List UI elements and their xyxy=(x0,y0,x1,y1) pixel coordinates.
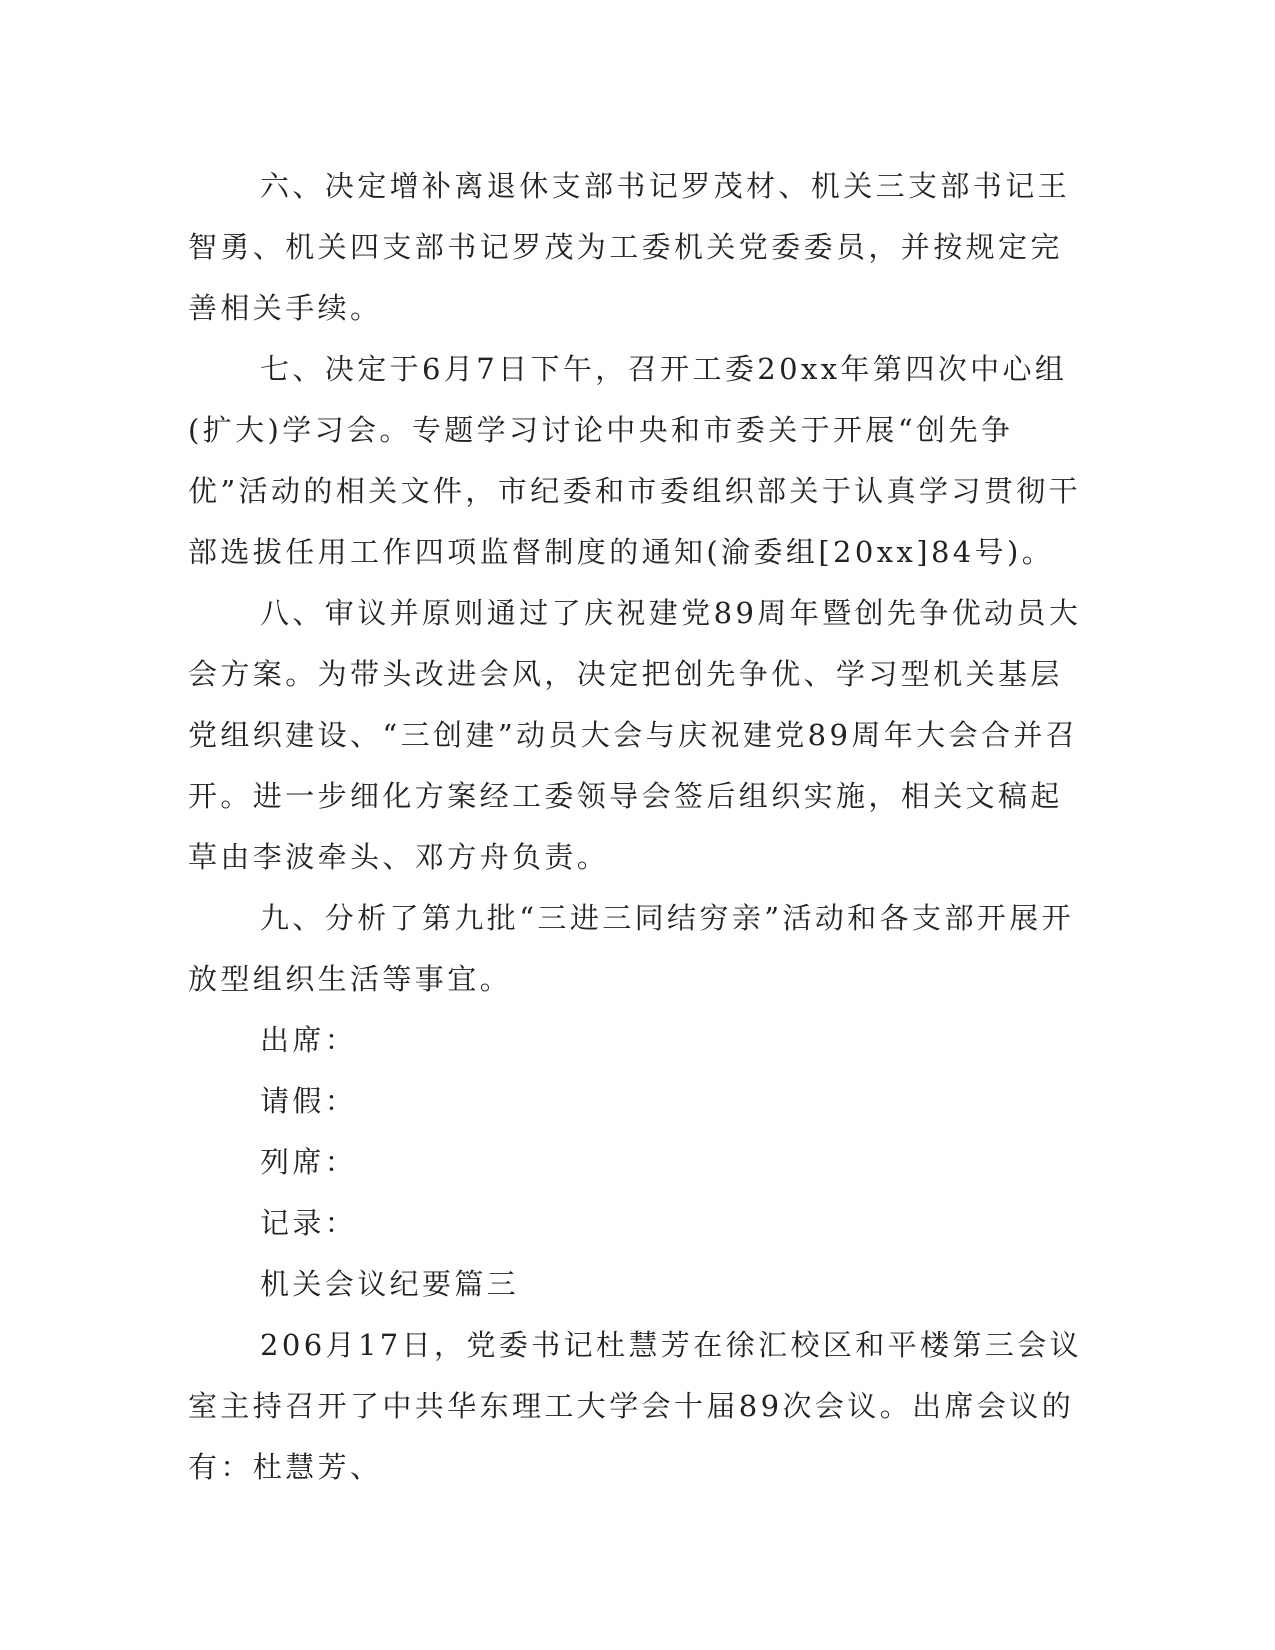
recorder-label: 记录： xyxy=(260,1206,358,1240)
paragraph-item-9: 九、分析了第九批“三进三同结穷亲”活动和各支部开展开放型组织生活等事宜。 xyxy=(188,901,1075,996)
paragraph-meeting-intro: 206月17日，党委书记杜慧芳在徐汇校区和平楼第三会议室主持召开了中共华东理工大学会十届89次会议。出席会议的有：杜慧芳、 xyxy=(188,1328,1083,1484)
paragraph-item-8: 八、审议并原则通过了庆祝建党89周年暨创先争优动员大会方案。为带头改进会风，决定把创先争优、学习型机关基层党组织建设、“三创建”动员大会与庆祝建党89周年大会合并召开。进一步细化方案经工委领导会签后组织实施，相关文稿起草由李波牵头、邓方舟负责。 xyxy=(188,596,1082,874)
leave-label: 请假： xyxy=(260,1084,358,1118)
paragraph-item-6: 六、决定增补离退休支部书记罗茂材、机关三支部书记王智勇、机关四支部书记罗茂为工委机关党委委员，并按规定完善相关手续。 xyxy=(188,169,1071,325)
section-title: 机关会议纪要篇三 xyxy=(260,1267,520,1301)
observer-label: 列席： xyxy=(260,1145,358,1179)
document-body xyxy=(188,156,1088,1498)
attendance-label: 出席： xyxy=(260,1023,358,1057)
paragraph-item-7: 七、决定于6月7日下午，召开工委20xx年第四次中心组(扩大)学习会。专题学习讨论中央和市委关于开展“创先争优”活动的相关文件，市纪委和市委组织部关于认真学习贯彻干部选拔任用工作四项监督制度的通知(渝委组[20xx]84号)。 xyxy=(188,352,1082,569)
